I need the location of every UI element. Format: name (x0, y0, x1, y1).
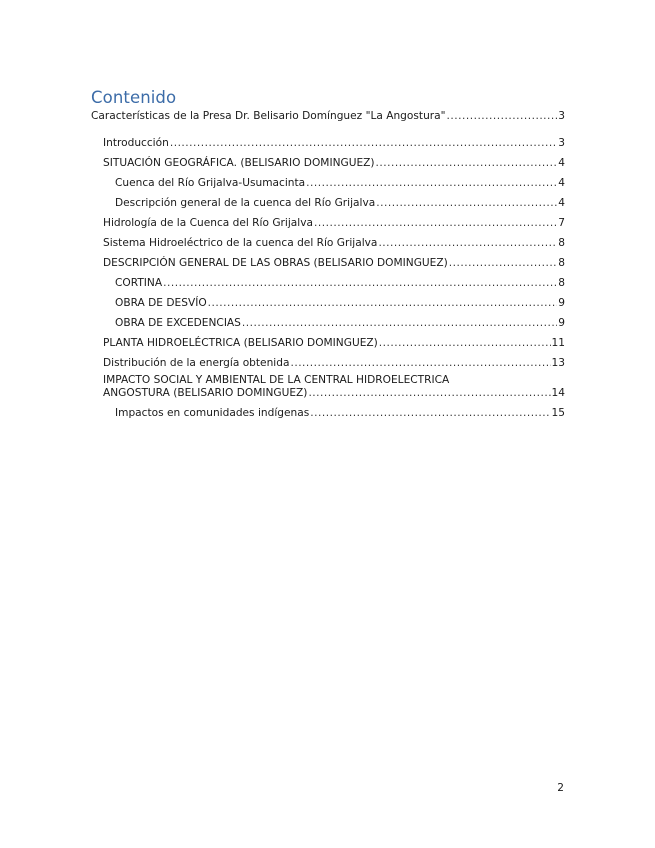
toc-entry-page: 15 (551, 407, 565, 419)
toc-entry[interactable] (91, 330, 565, 350)
toc-leader-dots (378, 237, 557, 250)
toc-leader-dots (376, 157, 558, 170)
toc-entry-line2 (103, 387, 565, 400)
toc-entry[interactable] (91, 190, 565, 210)
toc-entry-title-line2: ANGOSTURA (BELISARIO DOMINGUEZ) (103, 387, 308, 399)
toc-entry-title: OBRA DE EXCEDENCIAS (115, 317, 241, 329)
toc-leader-dots (306, 177, 557, 190)
toc-entry-title: Hidrología de la Cuenca del Río Grijalva (103, 217, 313, 229)
toc-entry-page: 8 (558, 257, 565, 269)
toc-entry[interactable] (91, 170, 565, 190)
toc-entry-page: 14 (551, 387, 565, 399)
toc-entry[interactable] (91, 110, 565, 123)
toc-leader-dots (170, 137, 557, 150)
toc-entry[interactable] (91, 250, 565, 270)
toc-leader-dots (163, 277, 557, 290)
toc-entry[interactable] (91, 400, 565, 420)
toc-entry-title: OBRA DE DESVÍO (115, 297, 207, 309)
toc-entry-page: 4 (558, 157, 565, 169)
toc-entry-page: 7 (558, 217, 565, 229)
toc-entry-page: 9 (558, 297, 565, 309)
toc-entry[interactable] (91, 230, 565, 250)
page-number: 2 (557, 782, 564, 794)
toc-leader-dots (310, 407, 550, 420)
toc-entry-page: 4 (558, 177, 565, 189)
toc-entry-title: Características de la Presa Dr. Belisario Domínguez "La Angostura" (91, 110, 446, 122)
toc-entry[interactable] (91, 350, 565, 370)
toc-entry-title: Descripción general de la cuenca del Río Grijalva (115, 197, 376, 209)
toc-entry[interactable] (91, 150, 565, 170)
toc-entry-title: Sistema Hidroeléctrico de la cuenca del Río Grijalva (103, 237, 378, 249)
toc-entry-title: PLANTA HIDROELÉCTRICA (BELISARIO DOMINGUEZ) (103, 337, 378, 349)
toc-leader-dots (208, 297, 558, 310)
toc-entry-title: CORTINA (115, 277, 163, 289)
toc-entry-page: 13 (551, 357, 565, 369)
toc-entry-page: 8 (558, 237, 565, 249)
toc-leader-dots (379, 337, 551, 350)
toc-entry[interactable] (91, 310, 565, 330)
toc-entry[interactable] (91, 130, 565, 150)
toc-entry-page: 3 (558, 110, 565, 122)
toc-entry[interactable] (91, 290, 565, 310)
toc-leader-dots (242, 317, 557, 330)
toc-heading: Contenido (91, 88, 177, 107)
toc-entry[interactable] (91, 270, 565, 290)
toc-leader-dots (376, 197, 557, 210)
toc-entry-title: Cuenca del Río Grijalva-Usumacinta (115, 177, 306, 189)
toc-entry-page: 9 (558, 317, 565, 329)
table-of-contents (91, 110, 565, 420)
toc-entry-page: 3 (558, 137, 565, 149)
toc-leader-dots (308, 387, 550, 400)
toc-entry-title: Impactos en comunidades indígenas (115, 407, 310, 419)
toc-entry-page: 4 (558, 197, 565, 209)
toc-entry-multiline[interactable] (91, 374, 565, 400)
toc-entry-page: 8 (558, 277, 565, 289)
toc-entry-title: Distribución de la energía obtenida (103, 357, 290, 369)
toc-leader-dots (447, 110, 558, 123)
toc-leader-dots (449, 257, 557, 270)
toc-entry-page: 11 (551, 337, 565, 349)
toc-leader-dots (314, 217, 557, 230)
toc-leader-dots (290, 357, 550, 370)
toc-entry[interactable] (91, 210, 565, 230)
toc-entry-title: DESCRIPCIÓN GENERAL DE LAS OBRAS (BELISARIO DOMINGUEZ) (103, 257, 448, 269)
toc-entry-title: SITUACIÓN GEOGRÁFICA. (BELISARIO DOMINGUEZ) (103, 157, 375, 169)
toc-entry-title-line1: IMPACTO SOCIAL Y AMBIENTAL DE LA CENTRAL HIDROELECTRICA (103, 374, 450, 386)
toc-entry-title: Introducción (103, 137, 169, 149)
